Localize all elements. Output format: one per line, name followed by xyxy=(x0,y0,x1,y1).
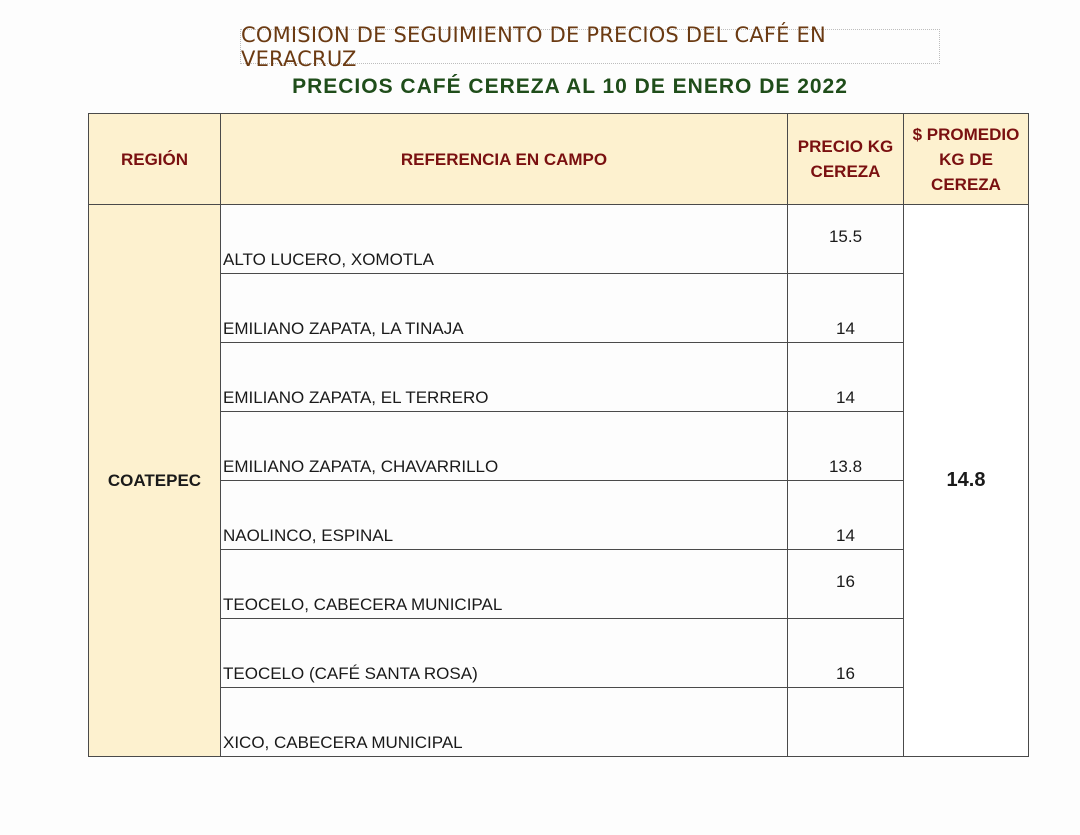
column-header-price-line1: PRECIO KG xyxy=(797,137,894,156)
price-cell: 14 xyxy=(788,481,904,550)
reference-cell: EMILIANO ZAPATA, CHAVARRILLO xyxy=(221,412,788,481)
reference-cell: TEOCELO, CABECERA MUNICIPAL xyxy=(221,550,788,619)
region-cell: COATEPEC xyxy=(89,205,221,757)
reference-cell: NAOLINCO, ESPINAL xyxy=(221,481,788,550)
table-row xyxy=(89,481,1029,550)
table-row xyxy=(89,550,1029,619)
column-header-price-line2: CEREZA xyxy=(810,162,881,181)
table-row xyxy=(89,412,1029,481)
average-price-cell: 14.8 xyxy=(904,205,1029,757)
reference-cell: ALTO LUCERO, XOMOTLA xyxy=(221,205,788,274)
price-cell xyxy=(788,688,904,757)
column-header-average xyxy=(904,114,1029,205)
table-row xyxy=(89,274,1029,343)
column-header-average-line2: KG DE CEREZA xyxy=(931,149,1001,194)
column-header-reference: REFERENCIA EN CAMPO xyxy=(221,114,788,205)
reference-cell: XICO, CABECERA MUNICIPAL xyxy=(221,688,788,757)
price-cell: 14 xyxy=(788,343,904,412)
price-cell: 14 xyxy=(788,274,904,343)
column-header-region: REGIÓN xyxy=(89,114,221,205)
reference-cell: EMILIANO ZAPATA, EL TERRERO xyxy=(221,343,788,412)
table-row xyxy=(89,205,1029,274)
price-cell: 15.5 xyxy=(788,205,904,274)
price-table xyxy=(88,113,1029,757)
reference-cell: TEOCELO (CAFÉ SANTA ROSA) xyxy=(221,619,788,688)
document-title: COMISION DE SEGUIMIENTO DE PRECIOS DEL CAFÉ EN VERACRUZ xyxy=(240,29,940,64)
table-row xyxy=(89,688,1029,757)
column-header-price xyxy=(788,114,904,205)
price-cell: 16 xyxy=(788,619,904,688)
table-row xyxy=(89,343,1029,412)
table-row xyxy=(89,619,1029,688)
price-cell: 13.8 xyxy=(788,412,904,481)
column-header-average-line1: $ PROMEDIO xyxy=(912,124,1020,144)
price-cell: 16 xyxy=(788,550,904,619)
header-row xyxy=(89,114,1029,205)
reference-cell: EMILIANO ZAPATA, LA TINAJA xyxy=(221,274,788,343)
document-subtitle: PRECIOS CAFÉ CEREZA AL 10 DE ENERO DE 2022 xyxy=(292,75,848,98)
